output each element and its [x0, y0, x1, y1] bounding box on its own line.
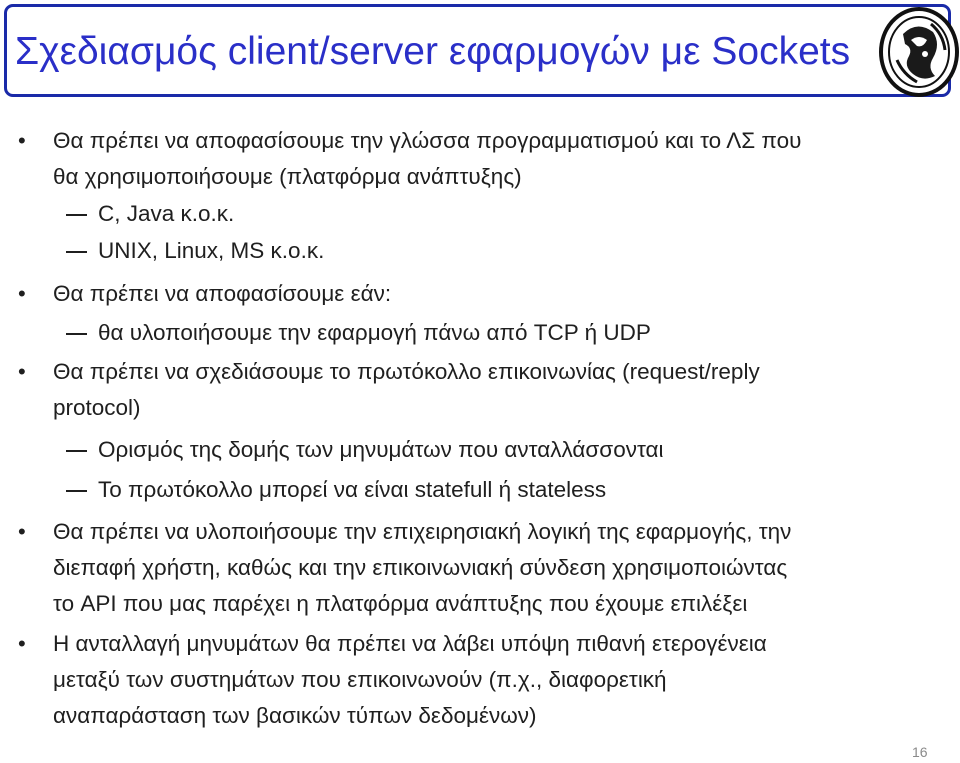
- bullet-marker: •: [18, 519, 26, 544]
- bullet-marker: •: [18, 631, 26, 656]
- dash-marker: [66, 333, 87, 335]
- bullet-marker: •: [18, 281, 26, 306]
- bullet-4-line-2: διεπαφή χρήστη, καθώς και την επικοινωνιακή σύνδεση χρησιμοποιώντας: [53, 555, 788, 580]
- university-seal-icon: [873, 4, 959, 104]
- bullet-4-line-3: το API που μας παρέχει η πλατφόρμα ανάπτυξης που έχουμε επιλέξει: [53, 591, 748, 616]
- bullet-3-sub-1: Ορισμός της δομής των μηνυμάτων που ανταλλάσσονται: [98, 437, 664, 462]
- bullet-2-line-1: Θα πρέπει να αποφασίσουμε εάν:: [53, 281, 392, 306]
- bullet-5-line-2: μεταξύ των συστημάτων που επικοινωνούν (π.χ., διαφορετική: [53, 667, 667, 692]
- dash-marker: [66, 251, 87, 253]
- bullet-marker: •: [18, 128, 26, 153]
- bullet-5-line-1: Η ανταλλαγή μηνυμάτων θα πρέπει να λάβει υπόψη πιθανή ετερογένεια: [53, 631, 767, 656]
- dash-marker: [66, 490, 87, 492]
- bullet-3-sub-2: Το πρωτόκολλο μπορεί να είναι statefull ή stateless: [98, 477, 607, 502]
- bullet-1-sub-2: UNIX, Linux, MS κ.ο.κ.: [98, 238, 325, 263]
- bullet-1-line-2: θα χρησιμοποιήσουμε (πλατφόρμα ανάπτυξης): [53, 164, 522, 189]
- slide-title: Σχεδιασμός client/server εφαρμογών με Sockets: [15, 30, 851, 73]
- bullet-marker: •: [18, 359, 26, 384]
- bullet-5-line-3: αναπαράσταση των βασικών τύπων δεδομένων): [53, 703, 537, 728]
- bullet-3-line-1: Θα πρέπει να σχεδιάσουμε το πρωτόκολλο επικοινωνίας (request/reply: [53, 359, 760, 384]
- bullet-2-sub-1: θα υλοποιήσουμε την εφαρμογή πάνω από TCP ή UDP: [98, 320, 651, 345]
- dash-marker: [66, 214, 87, 216]
- page-number: 16: [912, 744, 928, 760]
- bullet-4-line-1: Θα πρέπει να υλοποιήσουμε την επιχειρησιακή λογική της εφαρμογής, την: [53, 519, 792, 544]
- bullet-3-line-2: protocol): [53, 395, 141, 420]
- title-box: [4, 4, 951, 97]
- dash-marker: [66, 450, 87, 452]
- bullet-1-sub-1: C, Java κ.ο.κ.: [98, 201, 235, 226]
- bullet-1-line-1: Θα πρέπει να αποφασίσουμε την γλώσσα προγραμματισμού και το ΛΣ που: [53, 128, 802, 153]
